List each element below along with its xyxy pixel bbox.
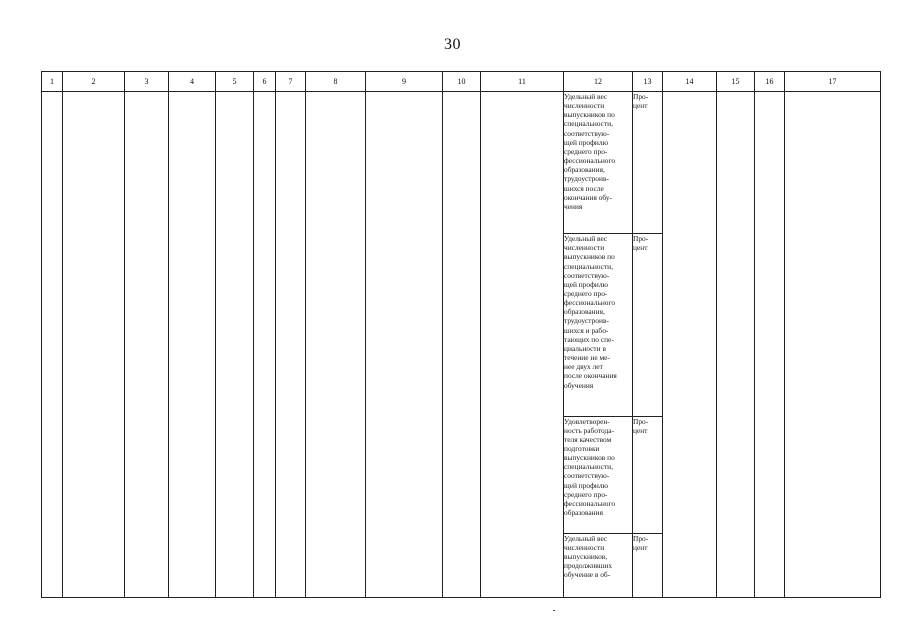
column-header-12: 12: [564, 72, 633, 92]
indicator-name: Удовлетворен- ность работода- теля качеством подготовки выпускников по специальности, соответствую- щей профилю среднего про- фессионального образования: [564, 416, 616, 518]
column-header-11: 11: [481, 72, 564, 92]
column-header-13: 13: [633, 72, 663, 92]
table-row: [42, 92, 881, 234]
column-header-7: 7: [276, 72, 306, 92]
cell-col-14: [663, 92, 717, 598]
indicator-unit: Про- цент: [633, 92, 649, 111]
column-header-5: 5: [216, 72, 254, 92]
cell-col-10: [443, 92, 481, 598]
cell-col-3: [125, 92, 169, 598]
cell-col-4: [169, 92, 216, 598]
cell-col-8: [306, 92, 366, 598]
column-header-14: 14: [663, 72, 717, 92]
indicator-name: Удельный вес численности выпускников по специальности, соответствую- щей профилю среднего про- фессионального образования, трудоустроив- шихся и рабо- тающих по спе- циальности в течение не ме- нее двух лет после окончания обучения: [564, 234, 617, 390]
indicator-unit-cell: [633, 234, 663, 416]
cell-col-1: [42, 92, 63, 598]
column-header-15: 15: [717, 72, 755, 92]
column-header-4: 4: [169, 72, 216, 92]
services-table: [41, 71, 881, 598]
cell-col-15: [717, 92, 755, 598]
indicator-unit: Про- цент: [633, 234, 649, 253]
cell-col-16: [755, 92, 785, 598]
column-header-1: 1: [42, 72, 63, 92]
indicator-name-cell: [564, 234, 633, 416]
header-row: [42, 72, 881, 92]
cell-col-9: [366, 92, 443, 598]
column-header-10: 10: [443, 72, 481, 92]
services-table-wrap: [41, 71, 880, 596]
indicator-name-cell: [564, 533, 633, 597]
cell-col-2: [63, 92, 125, 598]
cell-col-6: [254, 92, 276, 598]
column-header-16: 16: [755, 72, 785, 92]
indicator-unit: Про- цент: [633, 416, 649, 435]
indicator-unit-cell: [633, 92, 663, 234]
indicator-name: Удельный вес численности выпускников по специальности, соответствую- щей профилю среднего про- фессионального образования, трудоустроив- шихся после окончания обу- чения: [564, 92, 616, 211]
indicator-unit-cell: [633, 533, 663, 597]
indicator-name-cell: [564, 416, 633, 533]
column-header-2: 2: [63, 72, 125, 92]
scan-speck: [553, 610, 555, 611]
indicator-unit: Про- цент: [633, 533, 649, 552]
cell-col-11: [481, 92, 564, 598]
column-header-9: 9: [366, 72, 443, 92]
cell-col-5: [216, 92, 254, 598]
column-header-6: 6: [254, 72, 276, 92]
column-header-17: 17: [785, 72, 881, 92]
indicator-unit-cell: [633, 416, 663, 533]
page-number: 30: [444, 36, 461, 53]
column-header-3: 3: [125, 72, 169, 92]
indicator-name: Удельный вес численности выпускников, продолживших обучение в об-: [564, 533, 613, 580]
cell-col-7: [276, 92, 306, 598]
column-header-8: 8: [306, 72, 366, 92]
indicator-name-cell: [564, 92, 633, 234]
cell-col-17: [785, 92, 881, 598]
